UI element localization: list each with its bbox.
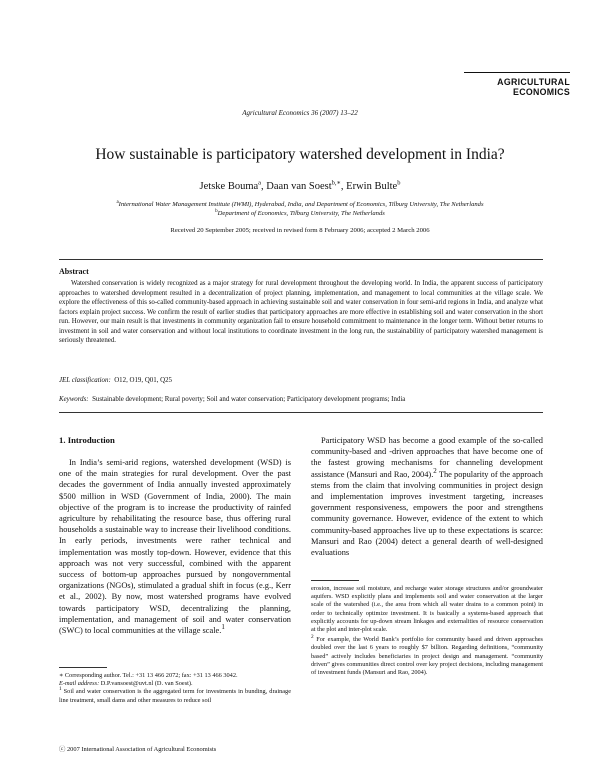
affiliation-mark: b: [215, 208, 218, 214]
footnote-1: [59, 688, 291, 704]
journal-citation: Agricultural Economics 36 (2007) 13–22: [242, 109, 358, 117]
footnote-2: [311, 636, 543, 677]
footnote-text: For example, the World Bank’s portfolio for community based and driven approaches doubled over the last 6 years to roughly $7 billion. Regarding definitions, “community based” actively includes beneficiaries in project design and management. “community driven” gives communities direct control over key project decisions, including management of investment funds (Mansuri and Rao, 2004).: [311, 636, 543, 677]
keywords: [59, 396, 543, 403]
footnote-ref: 2: [433, 466, 437, 475]
corresponding-author-note: ∗ Corresponding author. Tel.: +31 13 466 2072; fax: +31 13 466 3042.: [59, 672, 238, 679]
footnote-rule-left: [59, 667, 107, 668]
footnotes-right: [311, 585, 543, 677]
affiliation-b: [0, 210, 600, 217]
author-name: Jetske Bouma: [199, 181, 259, 192]
keywords-text: Sustainable development; Rural poverty; Soil and water conservation; Participatory development programs; India: [92, 396, 406, 403]
section-heading: 1. Introduction: [59, 435, 115, 445]
footnote-ref: 1: [221, 623, 225, 632]
abstract-text: Watershed conservation is widely recognized as a major strategy for rural development throughout the developing world. In India, the apparent success of participatory approaches to watershed development resulted in a decentralization of project planning, implementation, and management to local communities at the village scale. We explore the effectiveness of this so-called community-based approach in achieving sustainable soil and water conservation in four semi-arid regions in India, and analyze what factors explain project success. We confirm the result of earlier studies that participatory approaches are more effective in establishing soil and water conservation in the short run. However, our main result is that investments in community organization fail to ensure household commitment to maintenance in the longer term. Without better returns to investment in soil and water conservation and without local institutions to coordinate investment in the long run, the sustainability of participatory watershed management is seriously threatened.: [59, 280, 543, 344]
author-name: Erwin Bulte: [346, 181, 398, 192]
keywords-label: Keywords:: [59, 396, 89, 403]
abstract-top-rule: [59, 259, 543, 260]
footnote-text: Soil and water conservation is the aggregated term for investments in bunding, drainage line treatment, small dams and other measures to reduce soil: [59, 688, 291, 704]
abstract-heading: Abstract: [59, 267, 89, 276]
footnote-number: 1: [59, 686, 62, 693]
author-affiliation-mark: b,∗: [331, 179, 341, 187]
footnote-number: 2: [311, 634, 314, 641]
email-label: E-mail address:: [59, 680, 100, 688]
paragraph-start: Participatory WSD has become a good example of the so-called community-based and -driven approaches that have become one of the fastest growing mechanisms for channeling development assistance (Mansuri and Rao, 2004).: [311, 436, 543, 479]
left-column-text: [59, 457, 291, 636]
jel-classification: [59, 377, 543, 384]
author-affiliation-mark: a: [258, 179, 262, 187]
footnotes-left: [59, 672, 291, 705]
right-column-text: [311, 435, 543, 558]
footnote-rule-right: [311, 580, 359, 581]
affiliation-mark: a: [116, 199, 119, 205]
author-list: [0, 181, 600, 192]
intro-paragraph: In India’s semi-arid regions, watershed development (WSD) is one of the main strategies for rural development. Over the past decades the government of India annually invested approximately $500 million in WSD (Government of India, 2000). The main objective of the program is to increase the productivity of rainfed agriculture by rehabilitating the resource base, thus offering rural households a sustainable way to increase their livelihood conditions. In early periods, investments were rather technical and implementation was mostly top-down. However, evidence that this approach was not very successful, combined with the apparent success of bottom-up approaches pursued by nongovernmental organizations (NGOs), stimulated a gradual shift in focus (e.g., Kerr et al., 2002). By now, most watershed programs have evolved towards participatory WSD, decentralizing the planning, implementation, and management of soil and water conservation (SWC) to local communities at the village scale.: [59, 458, 291, 636]
journal-name-line1: AGRICULTURAL: [497, 77, 570, 87]
footnote-1-continued: erosion, increase soil moisture, and recharge water storage structures and/or groundwater aquifers. WSD explicitly plans and implements soil and water conservation at the larger scale of the watershed (i.e., the area from which all water drains to a common point) in order to technically optimize investment. It is basically a systems-based approach that explicitly accounts for up-down stream linkages and externalities of resource conservation at the plot and inter-plot scale.: [311, 585, 543, 634]
copyright-notice: ⓒ 2007 International Association of Agricultural Economists: [59, 746, 217, 753]
affiliation-text: Department of Economics, Tilburg University, The Netherlands: [217, 210, 385, 217]
article-dates: Received 20 September 2005; received in revised form 8 February 2006; accepted 2 March 2006: [170, 227, 430, 234]
jel-label: JEL classification:: [59, 377, 111, 384]
author-separator: ,: [261, 181, 267, 192]
affiliation-text: International Water Management Institute (IWMI), Hyderabad, India, and Department of Economics, Tilburg University, The Netherlands: [118, 201, 484, 208]
jel-codes: O12, O19, Q01, Q25: [114, 377, 173, 384]
author-separator: ,: [340, 181, 347, 192]
abstract-bottom-rule: [59, 412, 543, 413]
email-address: D.P.vansoest@uvt.nl (D. van Soest).: [99, 680, 193, 688]
author-affiliation-mark: b: [397, 179, 401, 187]
author-name: Daan van Soest: [266, 181, 332, 192]
journal-name-line2: ECONOMICS: [513, 87, 570, 97]
journal-rule: [464, 72, 570, 73]
journal-name: [430, 77, 570, 97]
affiliation-a: [0, 201, 600, 208]
paragraph-end: The popularity of the approach stems from the claim that involving communities in project design and implementation improves investment targeting, increases government responsiveness, empowers the poor and strengthens community governance. However, evidence of the extent to which community-based approaches live up to these expectations is scarce: Mansuri and Rao (2004) detect a general dearth of well-designed evaluations: [311, 469, 543, 558]
article-title: How sustainable is participatory watershed development in India?: [95, 146, 505, 163]
